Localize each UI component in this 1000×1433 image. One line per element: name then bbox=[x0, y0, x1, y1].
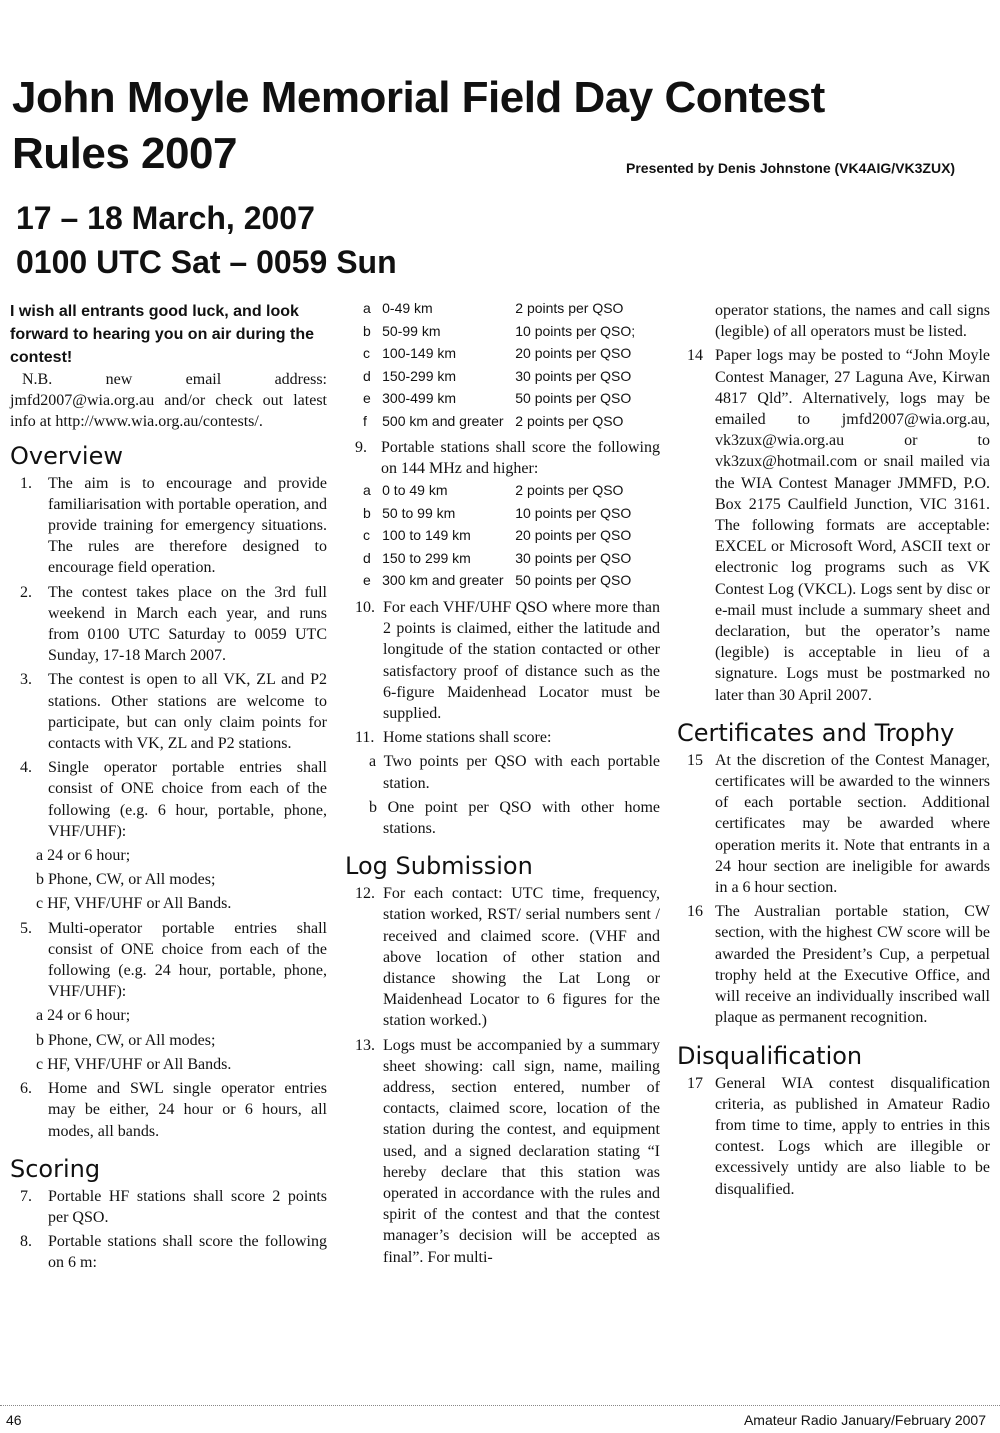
certificates-heading: Certificates and Trophy bbox=[677, 718, 955, 747]
lead-text: I wish all entrants good luck, and look forward to hearing you on air during the contest! bbox=[10, 303, 315, 366]
table-row: d 150 to 299 km 30 points per QSO bbox=[363, 549, 632, 566]
table-row: c 100-149 km 20 points per QSO bbox=[363, 345, 632, 361]
date-line-2: 0100 UTC Sat – 0059 Sun bbox=[16, 244, 397, 280]
rule-4a: a 24 or 6 hour; bbox=[36, 847, 131, 865]
rule-5b: b Phone, CW, or All modes; bbox=[36, 1031, 216, 1049]
rule-13: 13. Logs must be accompanied by a summary sheet showing: call sign, name, mailing address, section entered, number of contacts, claimed score, location of the station during the contest, and equipment used, and a signed declaration stating “I hereby declare that this station was operated in accordance with the rules and spirit of the contest and that the contest manager’s decision will be accepted as final”. For multi- bbox=[355, 1036, 660, 1266]
contest-dates bbox=[16, 196, 397, 284]
rule-11: 11. Home stations shall score: bbox=[355, 729, 552, 747]
rule-16: 16 The Australian portable station, CW section, with the highest CW score will be awarded the President’s Cup, a perpetual trophy held at the Executive Office, and will receive an individually inscribed wall plaque as permanent recognition. bbox=[687, 903, 990, 1027]
rule-4c: c HF, VHF/UHF or All Bands. bbox=[36, 895, 232, 913]
table-row: a 0 to 49 km 2 points per QSO bbox=[363, 482, 624, 499]
table-row: e 300 km and greater 50 points per QSO bbox=[363, 572, 632, 589]
disqualification-heading: Disqualification bbox=[677, 1041, 863, 1070]
rule-5c: c HF, VHF/UHF or All Bands. bbox=[36, 1055, 232, 1073]
rule-12: 12. For each contact: UTC time, frequency, station worked, RST/ serial numbers sent / received and claimed score. (VHF and above location of other station and distance showing the Lat Long or Maidenhead Locator to 6 figures for the station worked.) bbox=[355, 885, 660, 1030]
rule-11b: b One point per QSO with other home stations. bbox=[369, 798, 660, 837]
rule-9: 9. Portable stations shall score the following on 144 MHz and higher: bbox=[355, 439, 660, 478]
rule-17: 17 General WIA contest disqualification criteria, as published in Amateur Radio from time to time, apply to entries in this contest. Logs which are illegible or excessively untidy are also liable to be disqualified. bbox=[687, 1074, 990, 1198]
rule-3: 3. The contest is open to all VK, ZL and P2 stations. Other stations are welcome to participate, but can only claim points for contacts with VK, ZL and P2 stations. bbox=[20, 671, 327, 753]
scoring-table-144mhz bbox=[363, 482, 660, 595]
rule-7: 7. Portable HF stations shall score 2 points per QSO. bbox=[20, 1187, 327, 1226]
title-line-1: John Moyle Memorial Field Day Contest bbox=[12, 73, 825, 122]
rule-1: 1. The aim is to encourage and provide familiarisation with portable operation, and provide training for emergency situations. The rules are therefore designed to encourage field operation. bbox=[20, 474, 327, 577]
table-row: a 0-49 km 2 points per QSO bbox=[363, 300, 624, 316]
footer-divider bbox=[0, 1405, 1000, 1406]
rule-8: 8. Portable stations shall score the following on 6 m: bbox=[20, 1233, 327, 1272]
date-line-1: 17 – 18 March, 2007 bbox=[16, 200, 315, 236]
rule-5: 5. Multi-operator portable entries shall consist of ONE choice from each of the following (e.g. 24 hour, portable, phone, VHF/UHF): bbox=[20, 919, 327, 1001]
rule-4b: b Phone, CW, or All modes; bbox=[36, 871, 216, 889]
table-row: b 50-99 km 10 points per QSO; bbox=[363, 322, 636, 339]
table-row: b 50 to 99 km 10 points per QSO bbox=[363, 504, 632, 521]
rule-5a: a 24 or 6 hour; bbox=[36, 1007, 131, 1025]
rule-15: 15 At the discretion of the Contest Manager, certificates will be awarded to the winners of each portable section. Additional certificates may be awarded where operation merits it. Note that entrants in a 24 hour section are ineligible for awards in a 6 hour section. bbox=[687, 751, 990, 897]
byline: Presented by Denis Johnstone (VK4AIG/VK3ZUX) bbox=[626, 160, 956, 176]
overview-heading: Overview bbox=[10, 441, 123, 470]
log-submission-heading: Log Submission bbox=[345, 852, 533, 881]
rule-10: 10. For each VHF/UHF QSO where more than 2 points is claimed, either the latitude and longitude of the station contacted or other satisfactory proof of distance such as the 6-figure Maidenhead Locator must be supplied. bbox=[355, 598, 660, 722]
rule-14: 14 Paper logs may be posted to “John Moyle Contest Manager, 27 Laguna Ave, Kirwan 4817 Qld”. Alternatively, logs may be emailed to jmfd2007@wia.org.au, vk3zux@wia.org.au or to vk3zux@hotmail.com or snail mailed via the WIA Contest Manager JMMFD, P.O. Box 2175 Caulfield Junction, VIC 3161. The following formats are acceptable: EXCEL or Microsoft Word, ASCII text or electronic log programs such as VK Contest Log (VKCL). Logs sent by disc or e-mail must include a summary sheet and declaration, but the operator’s name (legible) is acceptable in lieu of a signature. Logs must be postmarked no later than 30 April 2007. bbox=[687, 347, 990, 704]
table-row: d 150-299 km 30 points per QSO bbox=[363, 367, 632, 384]
scoring-heading: Scoring bbox=[10, 1154, 101, 1183]
scoring-table-6m bbox=[363, 300, 660, 435]
rule-11a: a Two points per QSO with each portable station. bbox=[369, 753, 660, 792]
magazine-issue: Amateur Radio January/February 2007 bbox=[743, 1412, 986, 1428]
rule-13-continued: operator stations, the names and call signs (legible) of all operators must be listed. bbox=[715, 302, 990, 341]
column-3 bbox=[677, 300, 990, 1203]
rule-6: 6. Home and SWL single operator entries may be either, 24 hour or 6 hours, all modes, all bands. bbox=[20, 1080, 327, 1140]
title-line-2: Rules 2007 bbox=[12, 129, 237, 178]
column-1 bbox=[10, 300, 327, 1277]
table-row: c 100 to 149 km 20 points per QSO bbox=[363, 527, 632, 544]
nb-paragraph: N.B. new email address: jmfd2007@wia.org.au and/or check out latest info at http://www.wia.org.au/contests/. bbox=[10, 371, 327, 431]
rule-2: 2. The contest takes place on the 3rd full weekend in March each year, and runs from 0100 UTC Saturday to 0059 UTC Sunday, 17-18 March 2007. bbox=[20, 583, 327, 665]
page-number: 46 bbox=[6, 1412, 22, 1428]
rule-4: 4. Single operator portable entries shall consist of ONE choice from each of the following (e.g. 6 hour, portable, phone, VHF/UHF): bbox=[20, 759, 327, 840]
column-2 bbox=[345, 300, 660, 1271]
table-row: e 300-499 km 50 points per QSO bbox=[363, 390, 632, 406]
table-row: f 500 km and greater 2 points per QSO bbox=[363, 412, 624, 429]
